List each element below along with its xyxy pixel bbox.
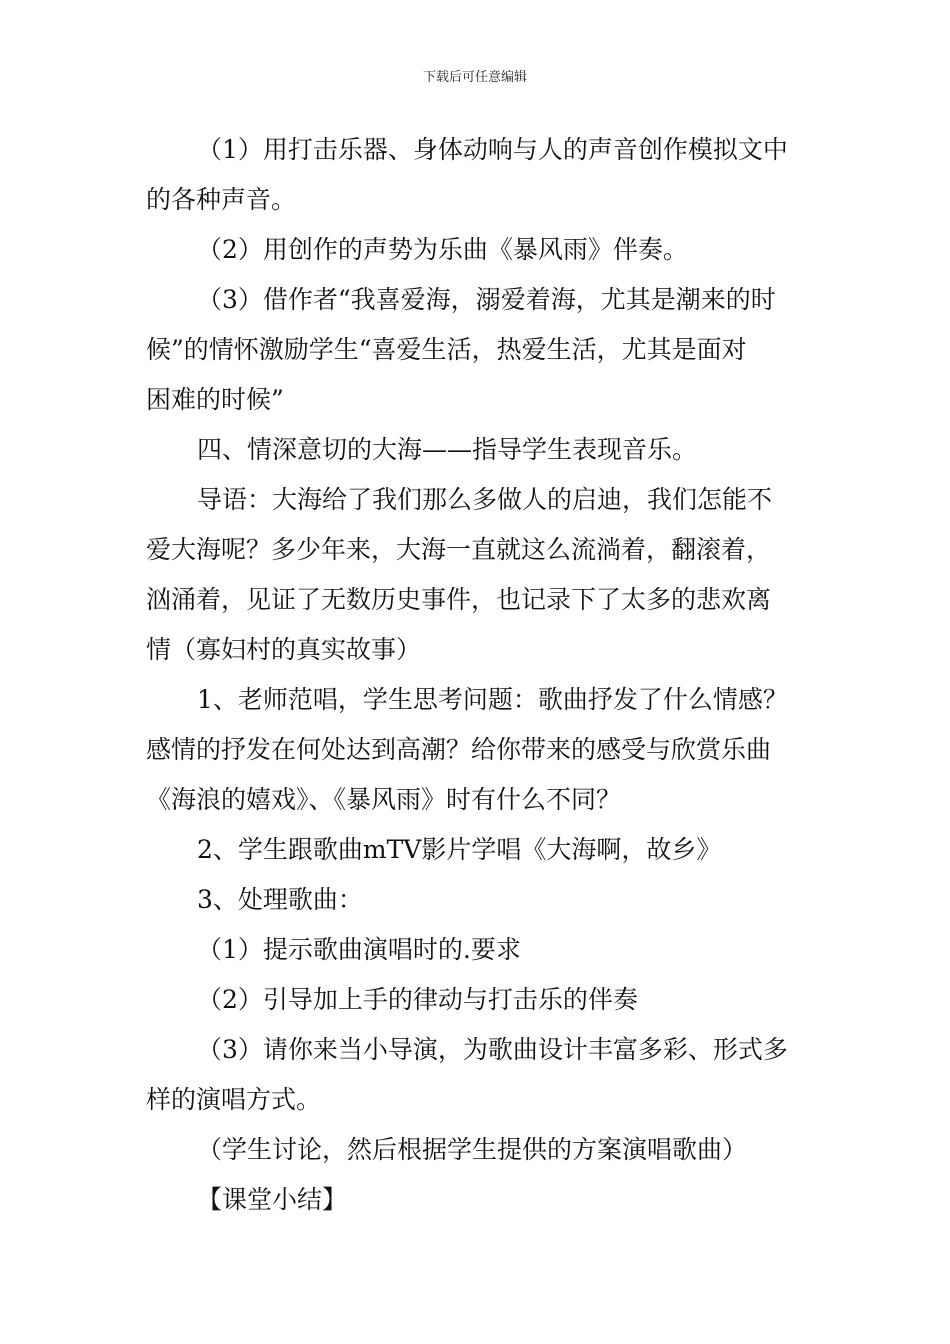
- paragraph-line: （学生讨论，然后根据学生提供的方案演唱歌曲）: [197, 1135, 748, 1164]
- paragraph-line: 感情的抒发在何处达到高潮？给你带来的感受与欣赏乐曲: [146, 735, 772, 764]
- paragraph-line: 的各种声音。: [146, 185, 297, 214]
- paragraph-line: （3）请你来当小导演，为歌曲设计丰富多彩、形式多: [197, 1035, 788, 1064]
- paragraph-line: （1）提示歌曲演唱时的.要求: [197, 935, 521, 964]
- paragraph-line: （2）用创作的声势为乐曲《暴风雨》伴奏。: [197, 235, 688, 264]
- paragraph-line: （3）借作者“我喜爱海，溺爱着海，尤其是潮来的时: [197, 285, 776, 314]
- paragraph-line: 样的演唱方式。: [146, 1085, 322, 1114]
- paragraph-line: 1、老师范唱，学生思考问题：歌曲抒发了什么情感？: [197, 685, 788, 714]
- paragraph-line: 候”的情怀激励学生“喜爱生活，热爱生活，尤其是面对: [146, 335, 747, 364]
- paragraph-line: （1）用打击乐器、身体动响与人的声音创作模拟文中: [197, 135, 788, 164]
- section-heading: 【课堂小结】: [197, 1185, 348, 1214]
- paragraph-line: 爱大海呢？多少年来，大海一直就这么流淌着，翻滚着，: [146, 535, 772, 564]
- paragraph-line: 情（寡妇村的真实故事）: [146, 635, 422, 664]
- paragraph-line: 3、处理歌曲：: [197, 885, 363, 914]
- page-header: 下载后可任意编辑: [422, 70, 527, 85]
- section-heading: 四、情深意切的大海——指导学生表现音乐。: [197, 435, 698, 464]
- paragraph-line: 汹涌着，见证了无数历史事件，也记录下了太多的悲欢离: [146, 585, 772, 614]
- paragraph-line: 困难的时候”: [146, 385, 284, 414]
- paragraph-line: （2）引导加上手的律动与打击乐的伴奏: [197, 985, 638, 1014]
- paragraph-line: 《海浪的嬉戏》、《暴风雨》时有什么不同？: [146, 785, 622, 814]
- paragraph-line: 导语：大海给了我们那么多做人的启迪，我们怎能不: [197, 485, 773, 514]
- paragraph-line: 2、学生跟歌曲mTV影片学唱《大海啊，故乡》: [197, 835, 722, 864]
